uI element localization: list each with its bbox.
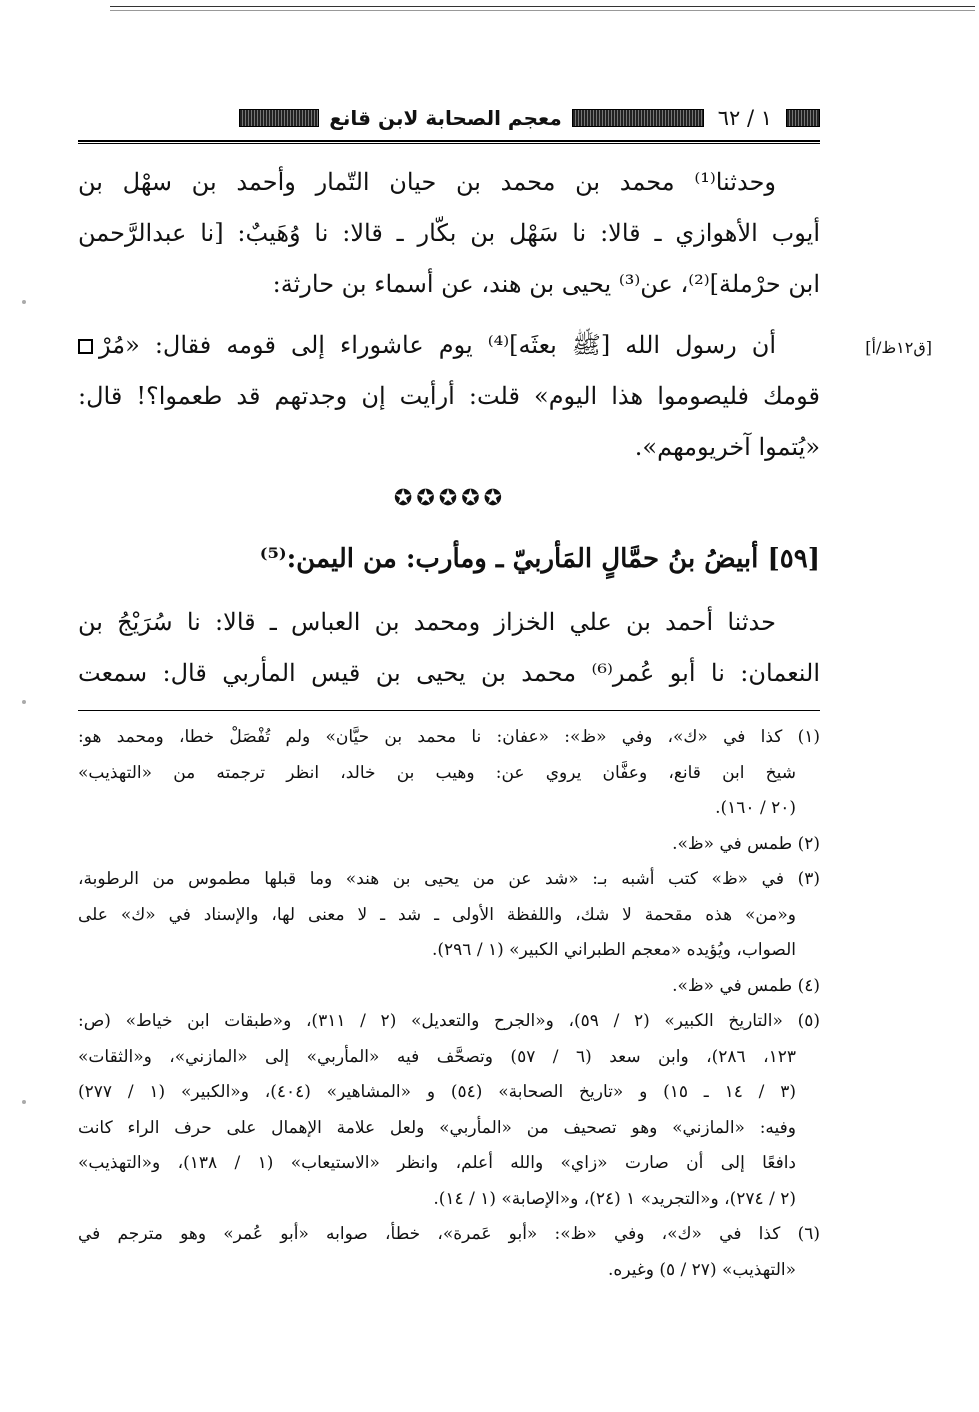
top-scan-line (110, 6, 975, 11)
text-line: حدثنا أحمد بن علي الخزاز ومحمد بن العباس ـ قالا: نا سُرَيْجُ بن (78, 608, 776, 636)
footnote-line: شيخ ابن قانع، وعفَّان يروي عن: وهيب بن خالد، انظر ترجمته من «التهذيب» (78, 762, 796, 783)
text-line-content: أن رسول الله [ﷺ بعثَه]⁽⁴⁾ يوم عاشوراء إلى قومه فقال: «مُرْ (99, 331, 776, 359)
text-line: «يُتموا آخريومهم». (634, 433, 820, 461)
section-separator: ✪✪✪✪✪ (393, 486, 507, 511)
book-title: معجم الصحابة لابن قانع (329, 106, 562, 130)
footnote-line: (٥) «التاريخ الكبير» (٢ / ٥٩)، و«الجرح والتعديل» (٢ / ٣١١)، و«طبقات ابن خياط» (ص: (78, 1011, 820, 1031)
margin-note (832, 338, 932, 357)
footnote-line: ١٢٣، ٢٨٦)، وابن سعد (٦ / ٥٧) وتصحَّف فيه «المأربي» إلى «المازني»، و«الثقات» (78, 1046, 796, 1067)
footnote-line: (٢ / ٢٧٤)، و«التجريد» ١ (٢٤)، و«الإصابة» (١ / ١٤). (433, 1188, 796, 1209)
footnote-line: (١) كذا في «ك»، وفي «ظ»: «عفان: نا محمد بن حيَّان» ولم تُفْصَلْ خطا، ومحمد هو: (78, 727, 820, 747)
text-line: وحدثنا⁽¹⁾ محمد بن محمد بن حيان التّمار وأحمد بن سهْل بن (78, 168, 776, 196)
footnote-line: وفيه: «المازني» وهو تصحيف من «المأربي» ولعل علامة الإهمال على حرف الراء كانت (78, 1117, 796, 1138)
footnote-6 (78, 1217, 820, 1288)
header-ornament-right (786, 109, 820, 127)
footnotes (78, 720, 820, 1288)
header-ornament-middle (572, 109, 704, 127)
paragraph-2 (78, 320, 820, 473)
footnote-3 (78, 862, 820, 969)
scan-speck (22, 300, 26, 304)
footnote-line: (٣) في «ظ» كتب أشبه بـ: «شد عن من يحيى بن هند» وما قبلها مطموس من الرطوبة، (78, 869, 820, 889)
footnote-rule (78, 710, 820, 711)
footnote-line: (٦) كذا في «ك»، وفي «ظ»: «أبو عَمرة»، خطأ، صوابه «أبو عُمر» وهو مترجم في (78, 1224, 820, 1244)
header-rule (78, 140, 820, 142)
footnote-line: (٣ / ١٤ ـ ١٥) و «تاريخ الصحابة» (٥٤) و «المشاهير» (٤٠٤)، و«الكبير» (١ / ٢٧٧) (78, 1082, 796, 1102)
page-number: ١ / ٦٢ (717, 106, 772, 130)
scan-speck (22, 700, 26, 704)
footnote-line: «التهذيب» (٢٧ / ٥) وغيره. (608, 1259, 796, 1280)
footnote-5 (78, 1004, 820, 1217)
footnote-4 (78, 969, 820, 1005)
footnote-2 (78, 827, 820, 863)
paragraph-3 (78, 597, 820, 699)
paragraph-1 (78, 157, 820, 310)
footnote-line: دافعًا إلى أن صارت «زاي» والله أعلم، وانظر «الاستيعاب» (١ / ١٣٨)، و«التهذيب» (78, 1153, 796, 1173)
header-rule-thin (78, 143, 820, 144)
text-line: أيوب الأهوازي ـ قالا: نا سَهْل بن بكّار ـ قالا: نا وُهَيبٌ: [نا عبدالرَّحمن (78, 219, 820, 247)
footnote-line: و«من» هذه مقحمة لا شك، واللفظة الأولى ـ شد ـ لا معنى لها، والإسناد في «ك» على (78, 904, 796, 925)
footnote-line: (٢) طمس في «ظ». (672, 833, 820, 854)
header-ornament-left (239, 109, 319, 127)
footnote-line: (٢٠ / ١٦٠). (715, 798, 796, 818)
text-line: قومك فليصوموا هذا اليوم» قلت: أرأيت إن وجدتهم قد طعموا؟! قال: (78, 382, 820, 410)
manuscript-folio-ref: [ق١٢ظ/أ] (865, 338, 932, 357)
scan-speck (22, 1100, 26, 1104)
text-line (78, 320, 820, 371)
text-line: النعمان: نا أبو عُمر⁽⁶⁾ محمد بن يحيى بن قيس المأربي قال: سمعت (78, 659, 820, 687)
text-line: ابن حرْملة]⁽²⁾، عن⁽³⁾ يحيى بن هند، عن أسماء بن حارثة: (272, 270, 820, 298)
footnote-line: الصواب، ويُؤيده «معجم الطبراني الكبير» (١ / ٢٩٦). (431, 940, 796, 960)
running-header (78, 100, 820, 136)
footnote-1 (78, 720, 820, 827)
footnote-line: (٤) طمس في «ظ». (672, 975, 820, 996)
square-marker-icon (78, 339, 93, 354)
entry-heading: [٥٩] أبيضُ بنُ حمَّالٍ المَأربيّ ـ ومأرب: من اليمن:⁽⁵⁾ (259, 544, 820, 574)
